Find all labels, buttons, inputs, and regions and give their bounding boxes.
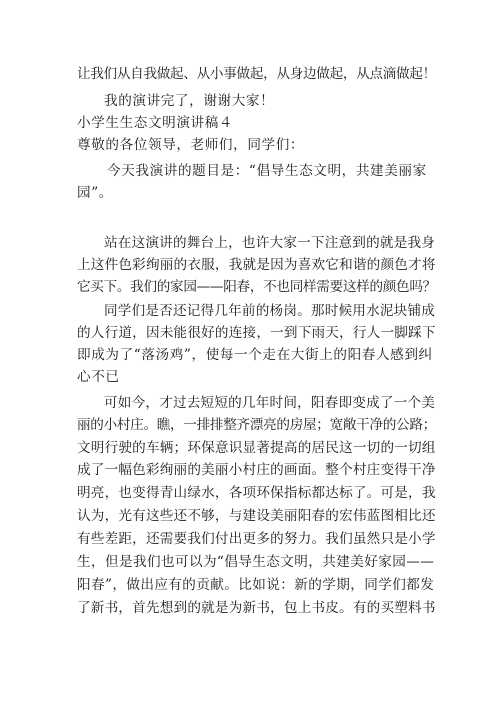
text-line: 生，但是我们也可以为“倡导生态文明，共建美好家园—— bbox=[77, 554, 435, 570]
text-line: 认为，光有这些还不够，与建设美丽阳春的宏伟蓝图相比还 bbox=[77, 508, 436, 524]
text-line: 明亮，也变得青山绿水，各项环保指标都达标了。可是，我 bbox=[77, 485, 436, 501]
text-line: 可如今，才过去短短的几年时间，阳春即变成了一个美 bbox=[104, 395, 436, 411]
text-line: 阳春”，做出应有的贡献。比如说：新的学期，同学们都发 bbox=[77, 577, 435, 593]
section-heading: 小学生生态文明演讲稿４ bbox=[77, 115, 234, 131]
text-line: 让我们从自我做起、从小事做起，从身边做起，从点滴做起！ bbox=[77, 66, 436, 82]
text-line: 今天我演讲的题目是：“倡导生态文明，共建美丽家 bbox=[107, 163, 427, 179]
text-line: 上这件色彩绚丽的衣服，我就是因为喜欢它和谐的颜色才将 bbox=[77, 257, 436, 273]
text-line: 文明行驶的车辆；环保意识显著提高的居民这一切的一切组 bbox=[77, 440, 436, 456]
text-line: 心不已 bbox=[77, 369, 120, 385]
text-line: 有些差距，还需要我们付出更多的努力。我们虽然只是小学 bbox=[77, 531, 436, 547]
text-line: 丽的小村庄。瞧，一排排整齐漂亮的房屋；宽敞干净的公路； bbox=[77, 417, 436, 433]
text-line: 的人行道，因未能很好的连接，一到下雨天，行人一脚踩下 bbox=[77, 325, 436, 341]
text-line: 它买下。我们的家园——阳春，不也同样需要这样的颜色吗？ bbox=[77, 279, 436, 295]
salutation: 尊敬的各位领导，老师们，同学们： bbox=[77, 137, 305, 153]
text-line: 了新书，首先想到的就是为新书，包上书皮。有的买塑料书 bbox=[77, 600, 436, 616]
text-line: 成了一幅色彩绚丽的美丽小村庄的画面。整个村庄变得干净 bbox=[77, 462, 436, 478]
text-line: 站在这演讲的舞台上，也许大家一下注意到的就是我身 bbox=[104, 235, 436, 251]
text-line: 我的演讲完了，谢谢大家！ bbox=[104, 93, 275, 109]
text-line: 即成为了“落汤鸡”，使每一个走在大街上的阳春人感到纠 bbox=[77, 347, 433, 363]
text-line: 园”。 bbox=[77, 185, 113, 201]
text-line: 同学们是否还记得几年前的杨岗。那时候用水泥块铺成 bbox=[104, 303, 436, 319]
